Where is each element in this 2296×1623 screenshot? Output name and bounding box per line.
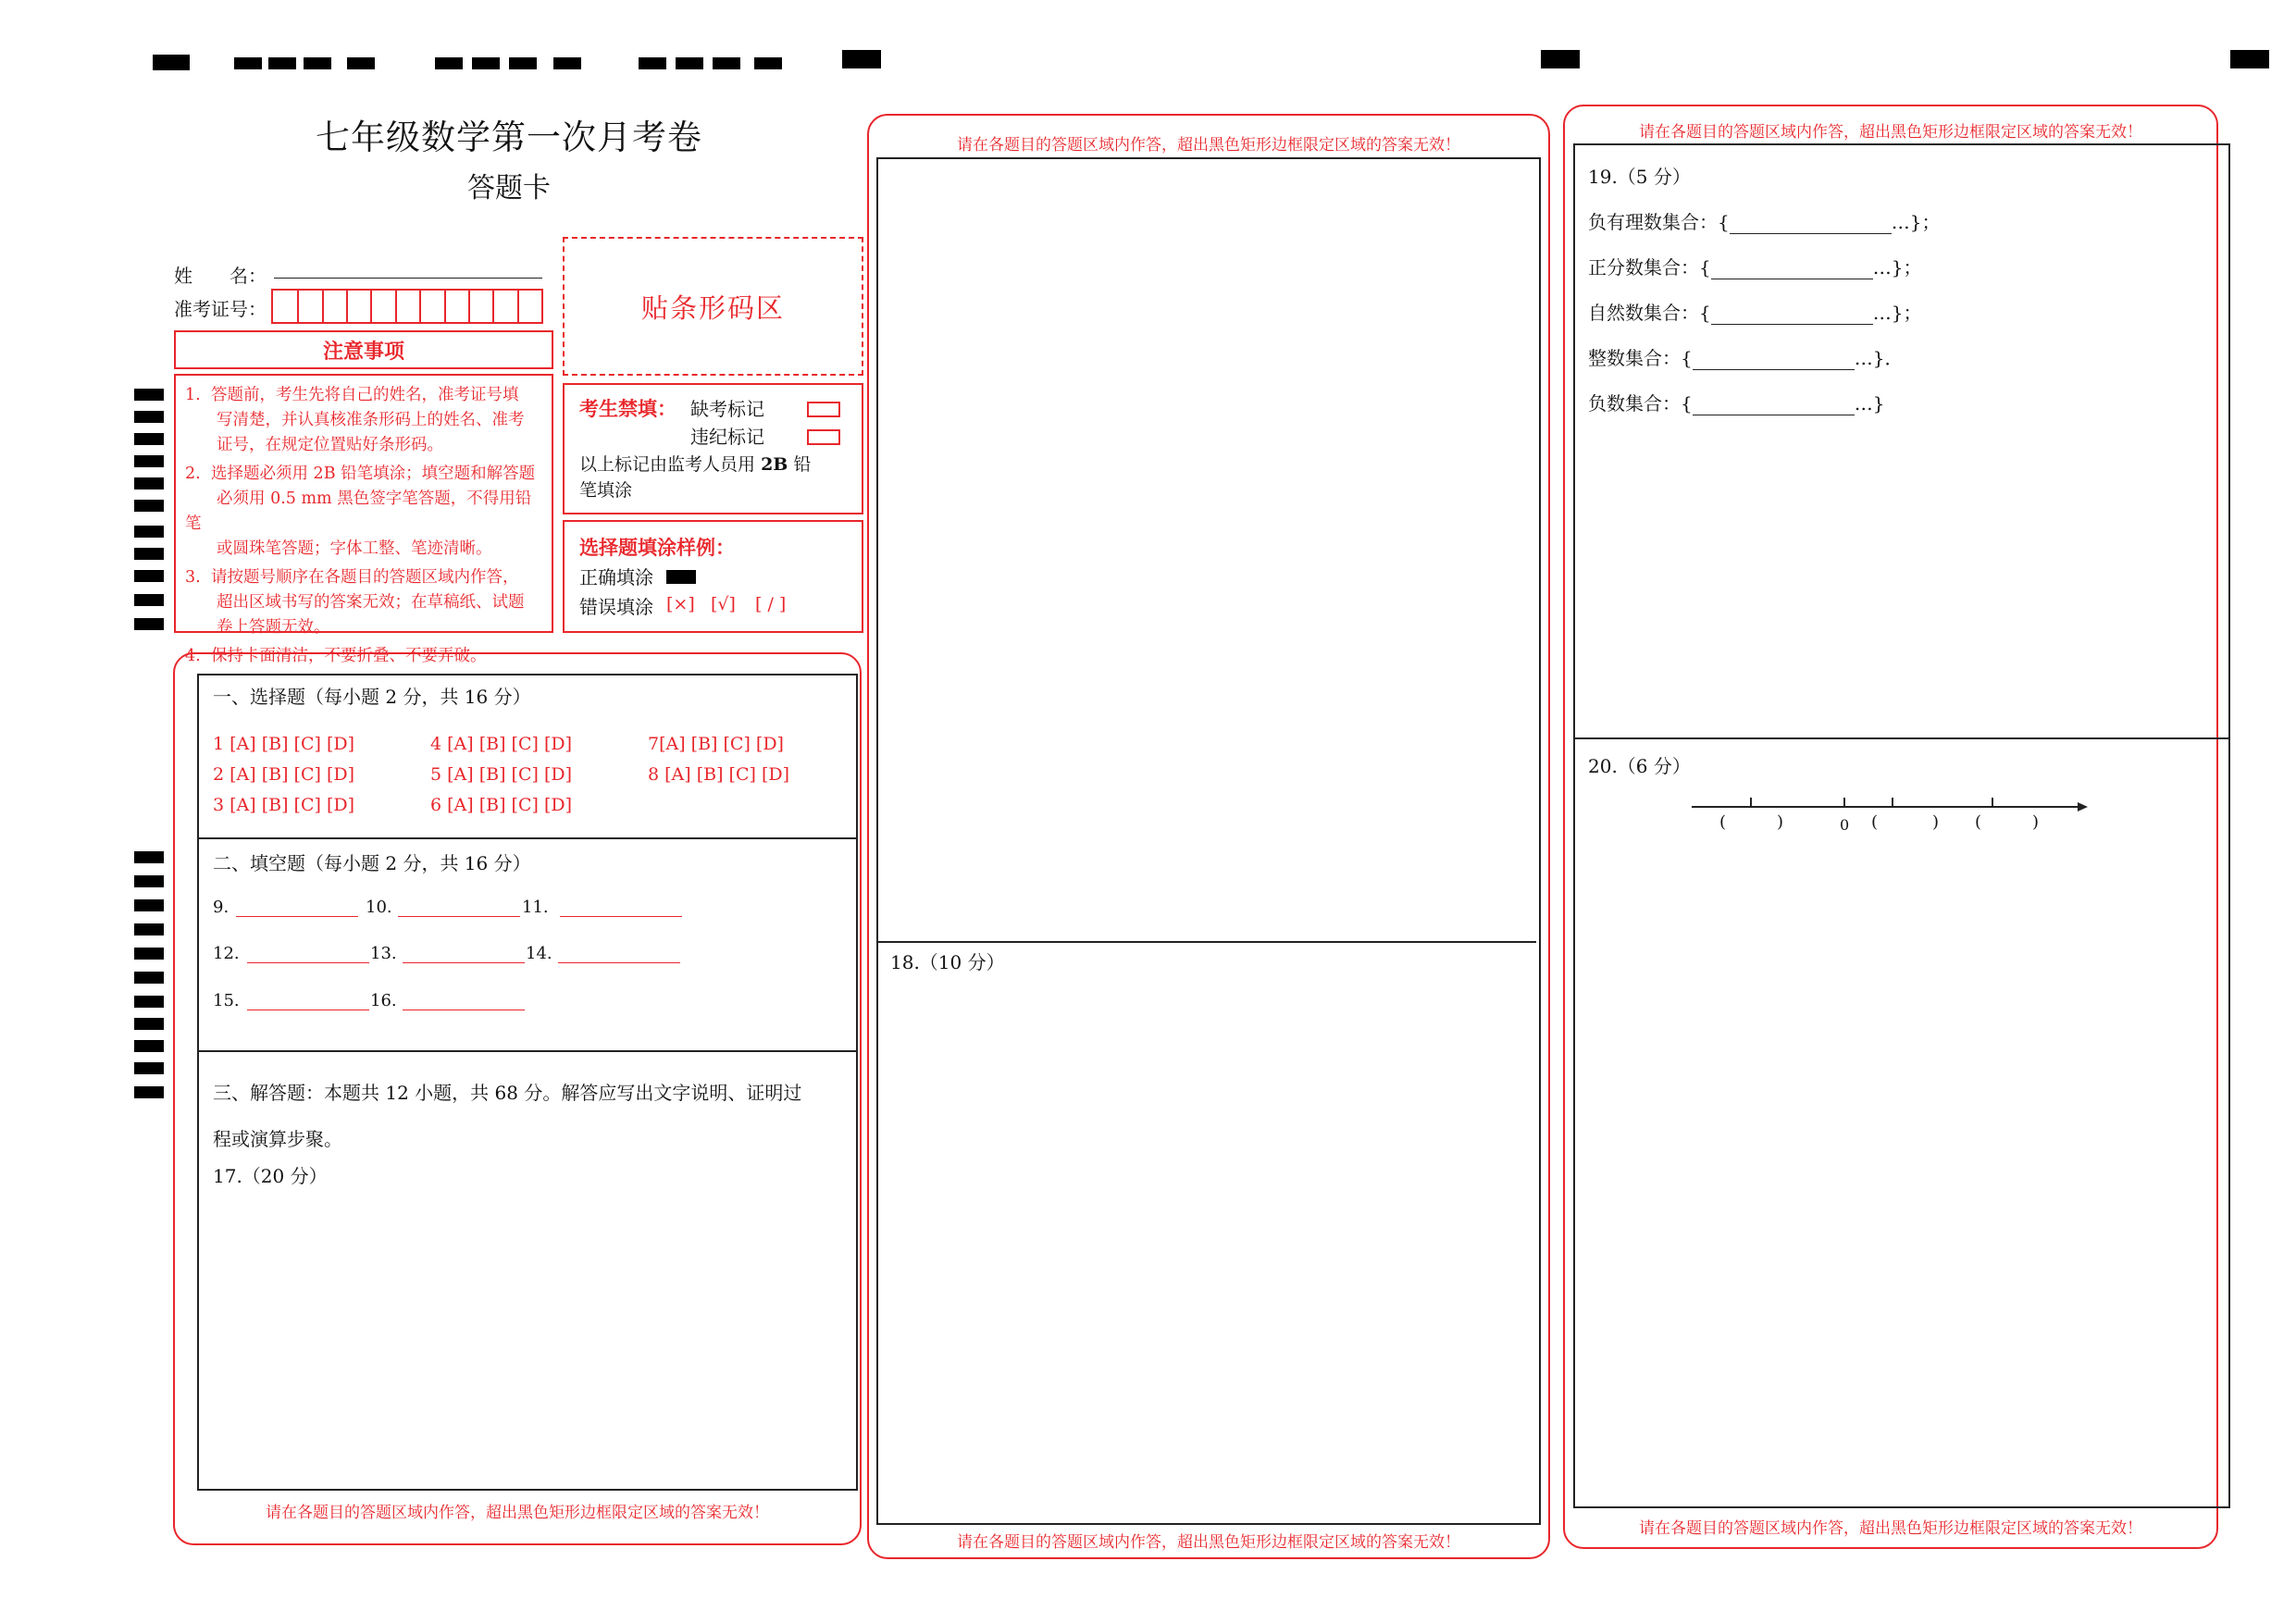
timing-mark: [713, 57, 740, 69]
section2-title: 二、填空题（每小题 2 分，共 16 分）: [213, 852, 531, 874]
ticket-number-grid[interactable]: [271, 289, 543, 324]
q17-label: 17.（20 分）: [213, 1165, 328, 1187]
fill-sample-box: [563, 520, 863, 633]
q19-set-positive-fraction[interactable]: 正分数集合：{ …}；: [1588, 256, 1922, 279]
timing-mark: [347, 57, 375, 69]
number-line-paren: ): [2032, 812, 2040, 832]
number-line-paren: (: [1719, 812, 1727, 832]
timing-mark: [472, 57, 500, 69]
timing-mark: [639, 57, 666, 69]
timing-mark: [676, 57, 703, 69]
ticket-label: 准考证号：: [174, 298, 267, 320]
timing-mark: [435, 57, 463, 69]
name-label: 姓 名：: [174, 265, 267, 287]
choice-q7[interactable]: 7[A] [B] [C] [D]: [648, 734, 784, 754]
blank-q12[interactable]: 12.: [213, 944, 369, 963]
absent-mark-box[interactable]: [807, 402, 840, 417]
q17-continued-area[interactable]: [878, 159, 1539, 939]
choice-q1[interactable]: 1 [A] [B] [C] [D]: [213, 734, 355, 754]
q19-set-natural[interactable]: 自然数集合：{ …}；: [1588, 302, 1922, 324]
fill-sample-title: 选择题填涂样例：: [579, 536, 735, 559]
q19-set-integer[interactable]: 整数集合：{ …}．: [1588, 347, 1904, 369]
timing-mark: [304, 57, 331, 69]
page-subtitle: 答题卡: [467, 172, 551, 204]
wrong-fill-sample: [ / ]: [755, 594, 787, 614]
wrong-fill-sample: [×]: [666, 594, 695, 614]
q20-label: 20.（6 分）: [1588, 755, 1691, 777]
q19-label: 19.（5 分）: [1588, 166, 1691, 188]
notice-item: 1. 答题前，考生先将自己的姓名，准考证号填 写清楚，并认真核准条形码上的姓名、准考 证号，在规定位置贴好条形码。: [185, 386, 525, 454]
warning-text: 请在各题目的答题区域内作答，超出黑色矩形边框限定区域的答案无效！: [1639, 1519, 2142, 1538]
warning-text: 请在各题目的答题区域内作答，超出黑色矩形边框限定区域的答案无效！: [957, 136, 1460, 155]
barcode-area: [563, 237, 863, 376]
timing-mark: [509, 57, 537, 69]
timing-mark: [754, 57, 782, 69]
notice-item: 2. 选择题必须用 2B 铅笔填涂；填空题和解答题 必须用 0.5 mm 黑色签字笔答题，不得用铅笔 或圆珠笔答题；字体工整、笔迹清晰。: [185, 465, 536, 558]
timing-mark: [153, 55, 190, 70]
blank-q11[interactable]: 11.: [522, 898, 682, 917]
q20-answer-area[interactable]: [1575, 851, 2228, 1505]
divider: [197, 1050, 858, 1052]
notice-header: 注意事项: [174, 330, 553, 369]
number-line-arrow: [2078, 802, 2088, 812]
timing-mark: [268, 57, 296, 69]
barcode-label: 贴条形码区: [640, 291, 785, 324]
forbidden-box: [563, 383, 863, 514]
timing-mark: [553, 57, 581, 69]
correct-fill-label: 正确填涂: [579, 566, 653, 588]
q18-answer-area[interactable]: [878, 981, 1539, 1522]
choice-q6[interactable]: 6 [A] [B] [C] [D]: [430, 795, 573, 815]
number-line-paren: ): [1777, 812, 1784, 832]
section3-title: 三、解答题：本题共 12 小题，共 68 分。解答应写出文字说明、证明过 程或演算步聚。: [213, 1082, 802, 1150]
notice-list: [174, 374, 553, 665]
q19-set-negative-rational[interactable]: 负有理数集合：{ …}；: [1588, 211, 1941, 233]
blank-q10[interactable]: 10.: [366, 898, 520, 917]
blank-q9[interactable]: 9.: [213, 898, 358, 917]
number-line: [1684, 794, 2091, 840]
wrong-fill-sample: [√]: [711, 594, 736, 614]
wrong-fill-label: 错误填涂: [579, 596, 653, 618]
number-line-paren: (: [1975, 812, 1982, 832]
notice-item: 3. 请按题号顺序在各题目的答题区域内作答， 超出区域书写的答案无效；在草稿纸、试题 卷上答题无效。: [185, 568, 525, 637]
number-line-paren: ): [1932, 812, 1940, 832]
choice-q4[interactable]: 4 [A] [B] [C] [D]: [430, 734, 573, 754]
violation-mark-label: 违纪标记: [690, 426, 764, 448]
timing-mark: [234, 57, 262, 69]
divider: [876, 941, 1536, 943]
forbidden-note: 以上标记由监考人员用 2B 铅 笔填涂: [579, 454, 812, 501]
timing-mark: [2230, 50, 2269, 68]
page-title: 七年级数学第一次月考卷: [316, 118, 702, 157]
blank-q15[interactable]: 15.: [213, 991, 369, 1010]
timing-mark: [1541, 50, 1580, 68]
notice-item: 4. 保持卡面清洁，不要折叠、不要弄破。: [185, 647, 487, 665]
blank-q13[interactable]: 13.: [370, 944, 525, 963]
choice-q5[interactable]: 5 [A] [B] [C] [D]: [430, 764, 573, 785]
divider: [197, 837, 858, 839]
number-line-paren: (: [1871, 812, 1879, 832]
warning-text: 请在各题目的答题区域内作答，超出黑色矩形边框限定区域的答案无效！: [1639, 123, 2142, 142]
warning-text: 请在各题目的答题区域内作答，超出黑色矩形边框限定区域的答案无效！: [957, 1533, 1460, 1552]
violation-mark-box[interactable]: [807, 429, 840, 445]
choice-q2[interactable]: 2 [A] [B] [C] [D]: [213, 764, 355, 785]
blank-q16[interactable]: 16.: [370, 991, 525, 1010]
q18-label: 18.（10 分）: [890, 951, 1005, 973]
choice-q3[interactable]: 3 [A] [B] [C] [D]: [213, 795, 355, 815]
warning-text: 请在各题目的答题区域内作答，超出黑色矩形边框限定区域的答案无效！: [266, 1504, 769, 1522]
divider: [1573, 737, 2230, 739]
correct-fill-sample: [666, 570, 696, 584]
blank-q14[interactable]: 14.: [526, 944, 680, 963]
section1-title: 一、选择题（每小题 2 分，共 16 分）: [213, 686, 531, 708]
timing-mark: [842, 50, 881, 68]
choice-q8[interactable]: 8 [A] [B] [C] [D]: [648, 764, 790, 785]
number-line-zero: 0: [1840, 816, 1850, 834]
q19-set-negative[interactable]: 负数集合：{ …}: [1588, 392, 1885, 415]
forbidden-label: 考生禁填：: [579, 397, 676, 420]
name-field[interactable]: [274, 278, 542, 279]
q17-answer-area[interactable]: [199, 1194, 856, 1488]
absent-mark-label: 缺考标记: [690, 398, 764, 420]
